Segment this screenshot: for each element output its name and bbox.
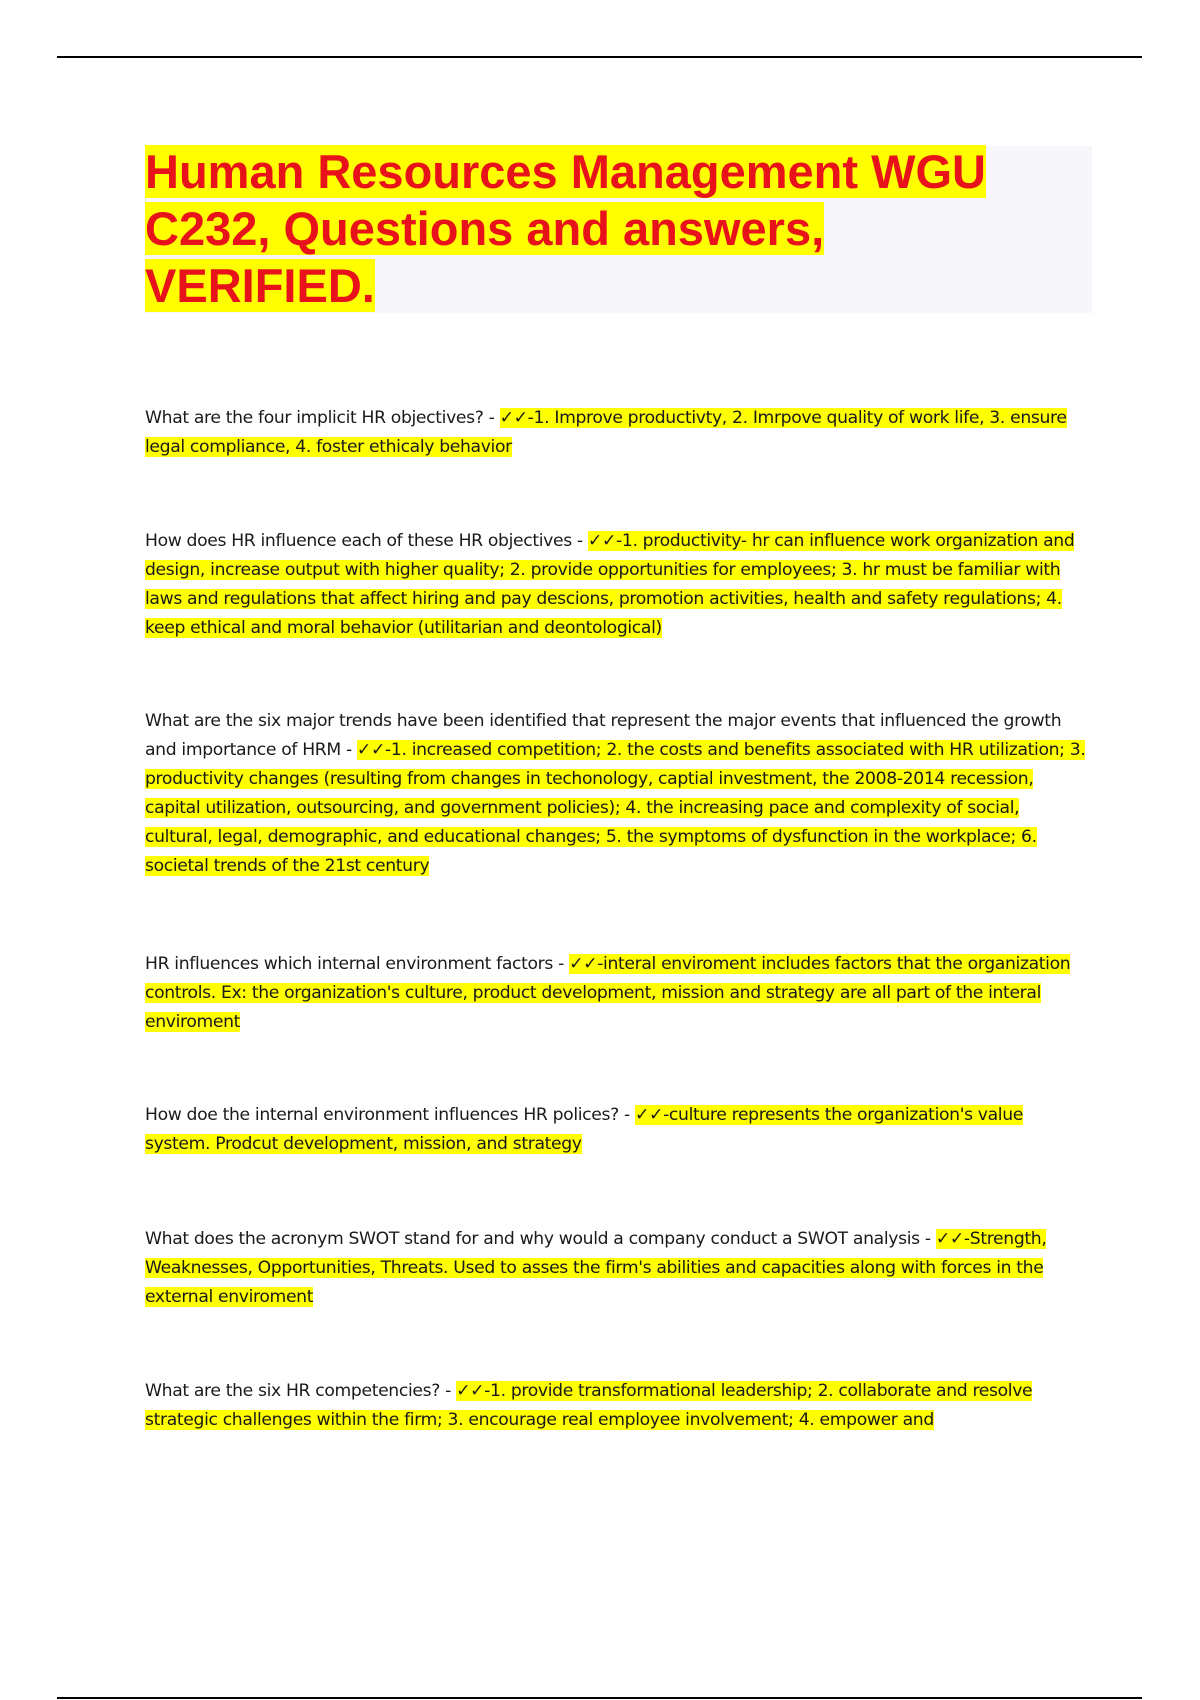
- qa-item-6: [145, 1225, 1090, 1312]
- question-text: How doe the internal environment influences HR polices? -: [145, 1105, 635, 1125]
- question-text: How does HR influence each of these HR objectives -: [145, 531, 588, 551]
- qa-item-1: [145, 404, 1090, 462]
- answer-text: ✓✓-interal enviroment includes factors that the organization controls. Ex: the organization's culture, product development, mission and strategy are all part of the interal enviroment: [145, 954, 1071, 1032]
- question-text: What are the six major trends have been identified that represent the major events that influenced the growth and importance of HRM -: [145, 711, 1062, 760]
- qa-item-4: [145, 950, 1090, 1037]
- answer-text: ✓✓-1. Improve productivty, 2. Imrpove quality of work life, 3. ensure legal compliance, 4. foster ethicaly behavior: [145, 408, 1067, 457]
- document-title: [145, 143, 1045, 314]
- header-rule: [57, 56, 1142, 58]
- answer-text: ✓✓-culture represents the organization's value system. Prodcut development, mission, and strategy: [145, 1105, 1023, 1154]
- answer-text: ✓✓-1. increased competition; 2. the costs and benefits associated with HR utilization; 3. productivity changes (resulting from changes in techonology, captial investment, the 2008-2014 recession, capital utilization, outsourcing, and government policies); 4. the increasing pace and complexity of social, cultural, legal, demographic, and educational changes; 5. the symptoms of dysfunction in the workplace; 6. societal trends of the 21st century: [145, 740, 1086, 876]
- qa-item-7: [145, 1377, 1090, 1435]
- question-text: What are the four implicit HR objectives? -: [145, 408, 500, 428]
- question-text: HR influences which internal environment factors -: [145, 954, 570, 974]
- answer-text: ✓✓-1. provide transformational leadership; 2. collaborate and resolve strategic challenges within the firm; 3. encourage real employee involvement; 4. empower and: [145, 1381, 1033, 1430]
- footer-rule: [57, 1697, 1142, 1699]
- qa-item-5: [145, 1101, 1090, 1159]
- answer-text: ✓✓-Strength, Weaknesses, Opportunities, Threats. Used to asses the firm's abilities and capacities along with forces in the external enviroment: [145, 1229, 1047, 1307]
- qa-item-3: [145, 707, 1090, 881]
- answer-text: ✓✓-1. productivity- hr can influence work organization and design, increase output with higher quality; 2. provide opportunities for employees; 3. hr must be familiar with laws and regulations that affect hiring and pay descions, promotion activities, health and safety regulations; 4. keep ethical and moral behavior (utilitarian and deontological): [145, 531, 1075, 638]
- question-text: What does the acronym SWOT stand for and why would a company conduct a SWOT analysis -: [145, 1229, 936, 1249]
- document-title-text: Human Resources Management WGU C232, Questions and answers, VERIFIED.: [145, 145, 986, 312]
- question-text: What are the six HR competencies? -: [145, 1381, 457, 1401]
- qa-item-2: [145, 527, 1090, 643]
